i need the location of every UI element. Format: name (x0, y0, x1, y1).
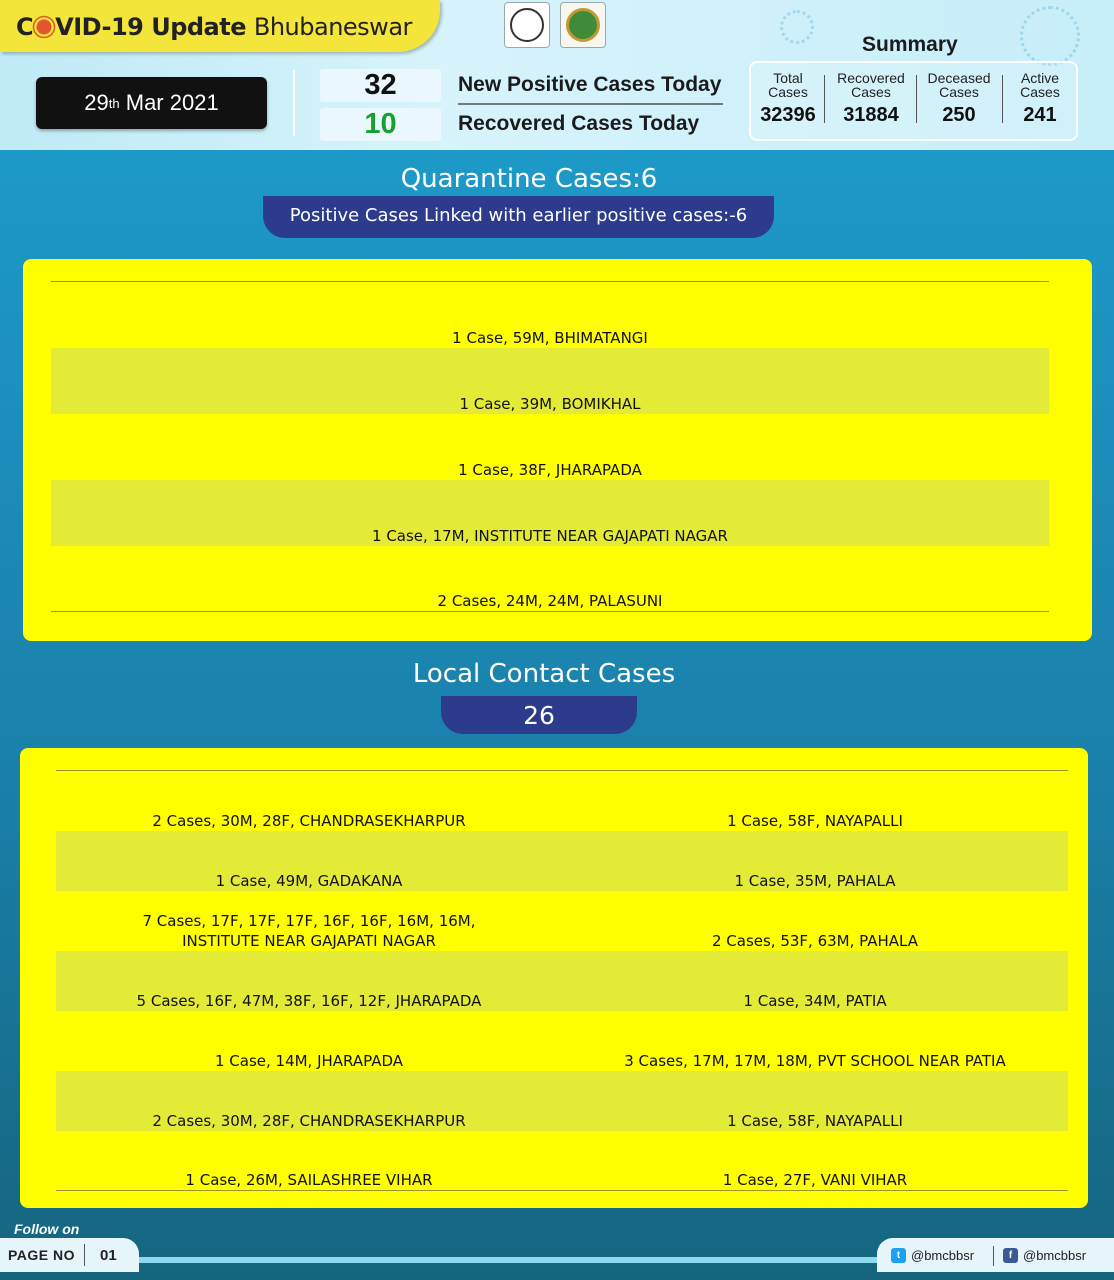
divider (84, 1244, 85, 1266)
recovered-label: Recovered Cases Today (458, 112, 700, 135)
list-item (51, 480, 1049, 546)
summary-value: 32396 (760, 104, 816, 126)
facebook-handle-link[interactable]: @bmcbbsr (1023, 1248, 1087, 1263)
date-ordinal: th (108, 95, 120, 111)
summary-active (1007, 71, 1073, 127)
case-text-left (56, 911, 562, 951)
divider (458, 103, 723, 105)
case-text-right: 2 Cases, 53F, 63M, PAHALA (711, 932, 919, 950)
date-month-year: Mar 2021 (125, 90, 219, 115)
divider (1002, 75, 1003, 123)
case-text-right: 1 Case, 27F, VANI VIHAR (722, 1171, 908, 1189)
follow-on-label: Follow on (14, 1221, 80, 1237)
page-label: PAGE NO (8, 1247, 76, 1263)
bmc-logo (560, 2, 606, 48)
date-badge (36, 77, 267, 129)
case-text-left: 1 Case, 26M, SAILASHREE VIHAR (185, 1171, 433, 1189)
twitter-handle-link[interactable]: @bmcbbsr (911, 1248, 975, 1263)
page-number: 01 (100, 1247, 117, 1264)
table-row (56, 1011, 1068, 1071)
case-text-right: 3 Cases, 17M, 17M, 18M, PVT SCHOOL NEAR PATIA (624, 1052, 1006, 1070)
case-text: 1 Case, 39M, BOMIKHAL (459, 395, 641, 413)
divider (293, 70, 295, 136)
case-text-left: 1 Case, 14M, JHARAPADA (214, 1052, 404, 1070)
case-text-right: 1 Case, 58F, NAYAPALLI (727, 1112, 903, 1130)
case-text-left: 2 Cases, 30M, 28F, CHANDRASEKHARPUR (152, 1112, 466, 1130)
new-positive-label: New Positive Cases Today (458, 73, 722, 96)
case-text-left: 5 Cases, 16F, 47M, 38F, 16F, 12F, JHARAPADA (136, 992, 482, 1010)
emblem-icon (566, 8, 600, 42)
header-banner (0, 0, 1114, 150)
summary-label: Cases (768, 84, 808, 100)
list-item (51, 414, 1049, 480)
list-item (51, 546, 1049, 612)
title-city: Bhubaneswar (253, 13, 412, 41)
table-row (56, 1071, 1068, 1131)
case-text: 1 Case, 59M, BHIMATANGI (452, 329, 648, 347)
quarantine-list (51, 281, 1049, 612)
summary-label: Recovered (837, 70, 905, 86)
case-text: 2 Cases, 24M, 24M, PALASUNI (437, 592, 663, 610)
divider (916, 75, 917, 123)
title-bar (0, 0, 440, 52)
summary-deceased (921, 71, 997, 127)
table-row (56, 891, 1068, 951)
local-contact-list (56, 770, 1068, 1191)
title-prefix: C (16, 13, 34, 41)
summary-recovered (831, 71, 911, 127)
case-text-right: 1 Case, 34M, PATIA (743, 992, 887, 1010)
summary-label: Cases (1020, 84, 1060, 100)
summary-label: Cases (851, 84, 891, 100)
recovered-count: 10 (320, 108, 441, 141)
page-title (16, 13, 412, 41)
table-row (56, 831, 1068, 891)
case-text-left: 1 Case, 49M, GADAKANA (215, 872, 403, 890)
local-contact-count: 26 (441, 696, 637, 734)
summary-value: 31884 (843, 104, 899, 126)
summary-total (755, 71, 821, 127)
table-row (56, 771, 1068, 831)
virus-icon (37, 20, 52, 35)
virus-decoration-icon (780, 10, 814, 44)
list-item (51, 282, 1049, 348)
table-row (56, 951, 1068, 1011)
seal-icon (510, 8, 544, 42)
quarantine-panel (23, 259, 1092, 641)
summary-title: Summary (862, 33, 958, 56)
new-positive-count: 32 (320, 69, 441, 102)
title-suffix: VID-19 Update (55, 13, 247, 41)
divider (824, 75, 825, 123)
case-text-right: 1 Case, 58F, NAYAPALLI (727, 812, 903, 830)
facebook-icon[interactable]: f (1003, 1248, 1018, 1263)
date-day: 29 (84, 90, 109, 115)
summary-label: Total (773, 70, 803, 86)
quarantine-heading: Quarantine Cases:6 (400, 164, 658, 194)
divider (993, 1246, 994, 1266)
twitter-icon[interactable]: t (891, 1248, 906, 1263)
case-text: 1 Case, 17M, INSTITUTE NEAR GAJAPATI NAGAR (372, 527, 728, 545)
summary-label: Deceased (927, 70, 991, 86)
case-text-right: 1 Case, 35M, PAHALA (734, 872, 896, 890)
social-links (877, 1238, 1114, 1272)
case-text: 1 Case, 38F, JHARAPADA (458, 461, 642, 479)
virus-decoration-icon (1020, 6, 1080, 66)
table-row (56, 1131, 1068, 1191)
quarantine-subheading: Positive Cases Linked with earlier positive cases:-6 (263, 196, 774, 238)
local-contact-heading: Local Contact Cases (412, 659, 676, 689)
summary-label: Cases (939, 84, 979, 100)
list-item (51, 348, 1049, 414)
local-contact-panel (20, 748, 1088, 1208)
summary-value: 250 (942, 104, 976, 126)
summary-value: 241 (1023, 104, 1057, 126)
page-number-box (0, 1238, 139, 1272)
case-text-line2: INSTITUTE NEAR GAJAPATI NAGAR (182, 932, 436, 950)
case-text-line1: 7 Cases, 17F, 17F, 17F, 16F, 16F, 16M, 16M, (142, 912, 476, 930)
odisha-govt-logo (504, 2, 550, 48)
summary-label: Active (1020, 70, 1060, 86)
summary-box (749, 61, 1078, 141)
case-text-left: 2 Cases, 30M, 28F, CHANDRASEKHARPUR (152, 812, 466, 830)
